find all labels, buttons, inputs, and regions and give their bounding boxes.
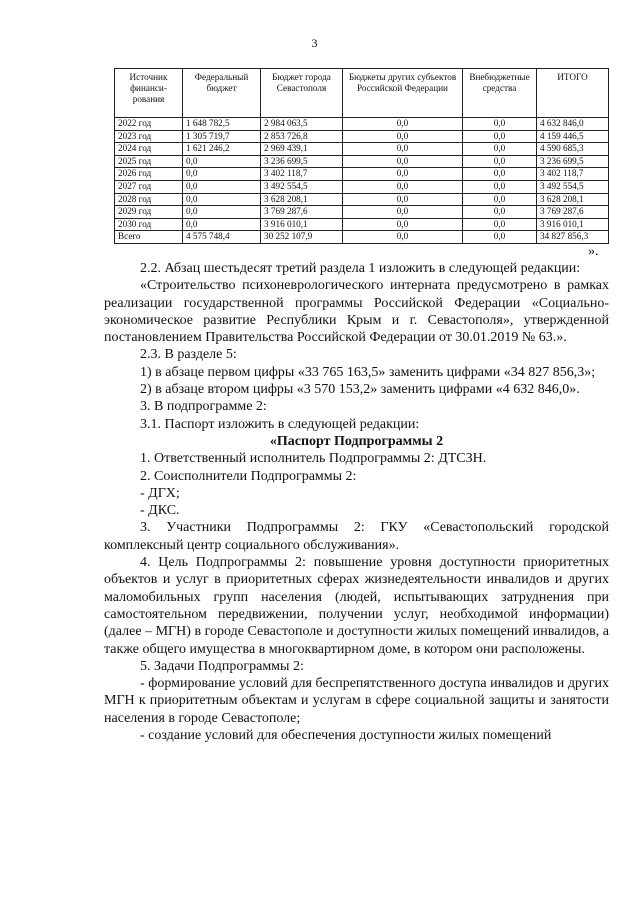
paragraph: 3. В подпрограмме 2:: [140, 399, 267, 415]
table-cell: 0,0: [463, 143, 537, 156]
table-cell: 3 236 699,5: [261, 155, 343, 168]
table-row: [115, 218, 609, 231]
table-cell: 0,0: [463, 193, 537, 206]
paragraph: 2) в абзаце втором цифры «3 570 153,2» заменить цифрами «4 632 846,0».: [140, 382, 580, 398]
table-cell: 0,0: [463, 218, 537, 231]
table-cell: 3 628 208,1: [261, 193, 343, 206]
table-cell: 0,0: [463, 130, 537, 143]
table-cell: 4 590 685,3: [537, 143, 609, 156]
paragraph: 3. Участники Подпрограммы 2: ГКУ «Севастопольский городской комплексный центр социального обслуживания».: [104, 520, 609, 553]
table-row: [115, 155, 609, 168]
table-cell: 2029 год: [115, 206, 183, 219]
table-cell: 30 252 107,9: [261, 231, 343, 244]
table-row: [115, 193, 609, 206]
table-cell: 0,0: [463, 155, 537, 168]
table-cell: 1 305 719,7: [183, 130, 261, 143]
paragraph: - ДГХ;: [140, 485, 180, 501]
table-row: [115, 231, 609, 244]
table-row: [115, 143, 609, 156]
financing-table-header: [115, 69, 609, 118]
table-cell: 2 969 439,1: [261, 143, 343, 156]
table-row: [115, 206, 609, 219]
paragraph: 5. Задачи Подпрограммы 2:: [140, 658, 304, 674]
table-cell: 2022 год: [115, 118, 183, 131]
table-cell: 0,0: [343, 206, 463, 219]
table-header-cell: ИТОГО: [537, 69, 609, 118]
table-header-cell: Бюджеты других субъектов Российской Федерации: [343, 69, 463, 118]
table-cell: 0,0: [463, 231, 537, 244]
financing-table-body: [115, 118, 609, 244]
table-cell: 0,0: [463, 206, 537, 219]
table-cell: 3 916 010,1: [261, 218, 343, 231]
table-cell: 2027 год: [115, 180, 183, 193]
table-cell: 0,0: [463, 118, 537, 131]
table-cell: 3 402 118,7: [537, 168, 609, 181]
table-cell: 0,0: [343, 180, 463, 193]
table-cell: 0,0: [183, 155, 261, 168]
table-cell: 0,0: [343, 168, 463, 181]
table-cell: 0,0: [343, 155, 463, 168]
financing-table: [114, 68, 609, 244]
table-cell: 0,0: [343, 143, 463, 156]
table-cell: 0,0: [343, 193, 463, 206]
closing-quote: ».: [588, 244, 599, 259]
paragraph: - ДКС.: [140, 503, 180, 519]
table-cell: 2028 год: [115, 193, 183, 206]
table-row: [115, 168, 609, 181]
table-cell: 4 159 446,5: [537, 130, 609, 143]
table-header-cell: Бюджет города Севастополя: [261, 69, 343, 118]
paragraph: 4. Цель Подпрограммы 2: повышение уровня доступности приоритетных объектов и услуг в приоритетных сферах жизнедеятельности инвалидов и других маломобильных групп населения (людей, испытывающих затруднения при самостоятельном передвижении, получении услуг, необходимой информации) (далее – МГН) в городе Севастополе и доступности жилых помещений инвалидов, а также общего имущества в многоквартирном доме, в котором они расположены.: [104, 555, 609, 657]
table-cell: 3 492 554,5: [537, 180, 609, 193]
table-cell: 2023 год: [115, 130, 183, 143]
table-row: [115, 118, 609, 131]
table-cell: 2024 год: [115, 143, 183, 156]
table-cell: 4 632 846,0: [537, 118, 609, 131]
paragraph: - создание условий для обеспечения доступности жилых помещений: [140, 728, 552, 744]
table-cell: 0,0: [343, 130, 463, 143]
paragraph: 2. Соисполнители Подпрограммы 2:: [140, 468, 357, 484]
table-cell: 0,0: [183, 193, 261, 206]
table-header-cell: Федеральный бюджет: [183, 69, 261, 118]
table-row: [115, 180, 609, 193]
paragraph: «Паспорт Подпрограммы 2: [269, 433, 444, 449]
paragraph: 2.3. В разделе 5:: [140, 347, 237, 363]
table-cell: 3 916 010,1: [537, 218, 609, 231]
table-cell: 2 853 726,8: [261, 130, 343, 143]
table-cell: 2030 год: [115, 218, 183, 231]
page-number: 3: [311, 36, 318, 50]
table-cell: 2025 год: [115, 155, 183, 168]
table-cell: 0,0: [183, 180, 261, 193]
table-cell: 3 769 287,6: [537, 206, 609, 219]
table-cell: 0,0: [463, 180, 537, 193]
table-cell: 2 984 063,5: [261, 118, 343, 131]
table-cell: 1 648 782,5: [183, 118, 261, 131]
table-cell: 0,0: [463, 168, 537, 181]
paragraph: - формирование условий для беспрепятственного доступа инвалидов и других МГН к приоритетным объектам и услугам в сфере социальной защиты и занятости населения в городе Севастополе;: [104, 676, 609, 726]
paragraph: 1. Ответственный исполнитель Подпрограммы 2: ДТСЗН.: [140, 451, 487, 467]
table-cell: Всего: [115, 231, 183, 244]
paragraph: 3.1. Паспорт изложить в следующей редакции:: [140, 416, 420, 432]
table-cell: 3 492 554,5: [261, 180, 343, 193]
table-cell: 3 402 118,7: [261, 168, 343, 181]
table-cell: 3 236 699,5: [537, 155, 609, 168]
table-cell: 34 827 856,3: [537, 231, 609, 244]
paragraph: 2.2. Абзац шестьдесят третий раздела 1 изложить в следующей редакции:: [140, 261, 581, 276]
table-cell: 0,0: [343, 218, 463, 231]
paragraph: «Строительство психоневрологического интерната предусмотрено в рамках реализации государственной программы Российской Федерации «Социально-экономическое развитие Республики Крым и г. Севастополя», утвержденной постановлением Правительства Российской Федерации от 30.01.2019 № 63.».: [104, 278, 609, 346]
table-cell: 0,0: [183, 168, 261, 181]
paragraph: 1) в абзаце первом цифры «33 765 163,5» заменить цифрами «34 827 856,3»;: [140, 364, 596, 380]
table-cell: 4 575 748,4: [183, 231, 261, 244]
table-cell: 0,0: [343, 118, 463, 131]
table-header-cell: Внебюджетные средства: [463, 69, 537, 118]
table-cell: 3 628 208,1: [537, 193, 609, 206]
document-body: [104, 260, 609, 744]
table-header-cell: Источник финанси-рования: [115, 69, 183, 118]
table-cell: 3 769 287,6: [261, 206, 343, 219]
table-cell: 0,0: [183, 206, 261, 219]
table-cell: 0,0: [343, 231, 463, 244]
table-cell: 0,0: [183, 218, 261, 231]
table-row: [115, 130, 609, 143]
table-cell: 1 621 246,2: [183, 143, 261, 156]
table-cell: 2026 год: [115, 168, 183, 181]
